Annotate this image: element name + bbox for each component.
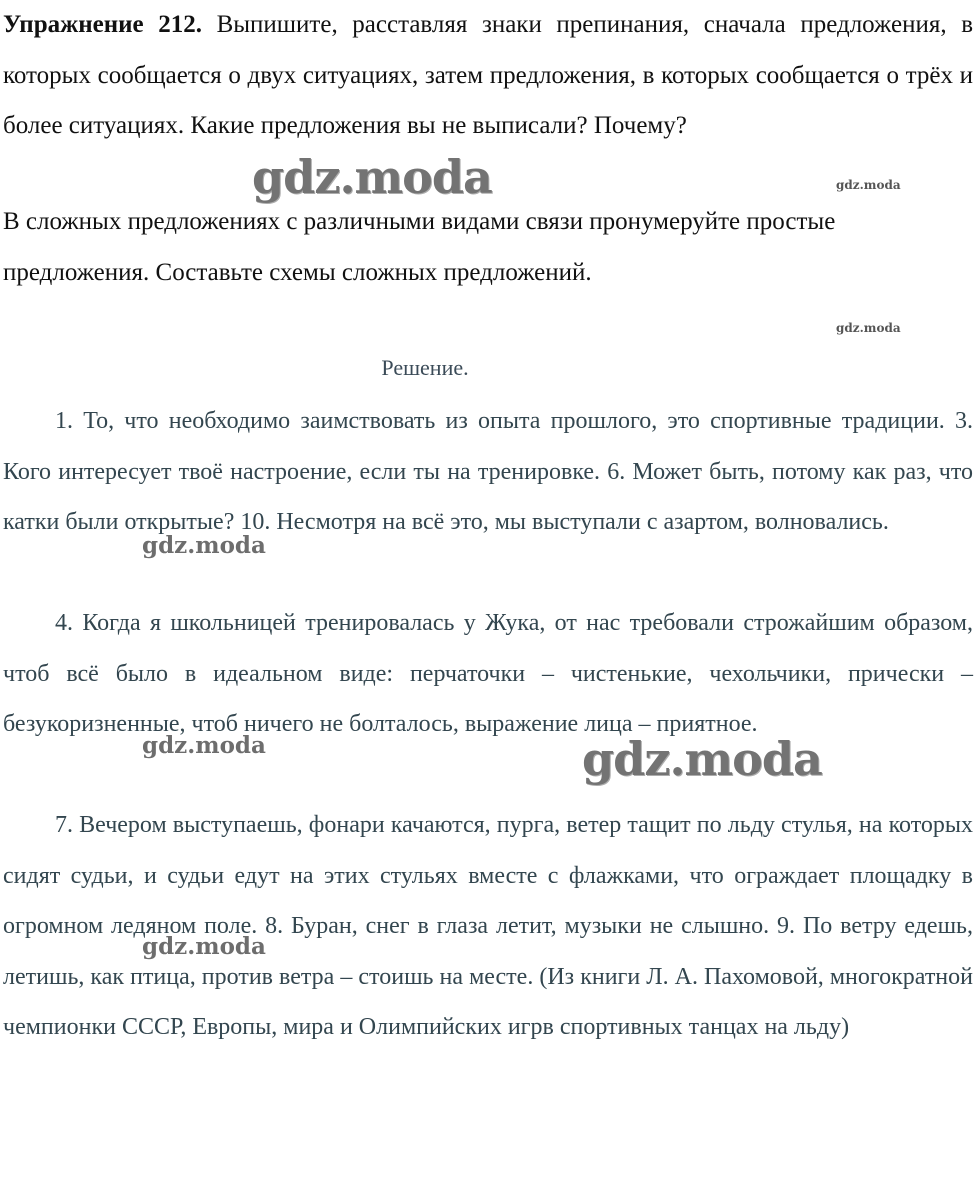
solution-paragraph: 1. То, что необходимо заимствовать из опыта прошлого, это спортивные традиции. 3. Кого интересует твоё настроение, если ты на тренировке. 6. Может быть, потому как раз, что катки были открытые? 10. Несмотря на всё это, мы выступали с азартом, волновались. — [3, 408, 973, 535]
watermark-logo: gdz.moda — [252, 150, 492, 204]
task-statement-continued: В сложных предложениях с различными видами связи пронумеруйте простые предложения. Составьте схемы сложных предложений. — [3, 208, 836, 286]
watermark-tiny: gdz.moda — [836, 321, 901, 335]
exercise-title: Упражнение 212. — [3, 11, 202, 38]
solution-paragraph: 4. Когда я школьницей тренировалась у Жука, от нас требовали строжайшим образом, чтоб всё было в идеальном виде: перчаточки – чистенькие, чехольчики, прически – безукоризненные, чтоб ничего не болталось, выражение лица – приятное. — [3, 610, 973, 737]
task-text: Выпишите, расставляя знаки препинания, сначала предложения, в которых сообщается о двух ситуациях, затем предложения, в которых сообщается о трёх и более ситуациях. Какие предложения вы не выписали? Почему? — [3, 11, 973, 139]
solution-heading: Решение. — [381, 355, 469, 380]
watermark-tiny: gdz.moda — [836, 178, 901, 192]
watermark-logo: gdz.moda — [582, 732, 822, 786]
task-statement — [3, 0, 973, 152]
solution-paragraph: 7. Вечером выступаешь, фонари качаются, пурга, ветер тащит по льду стулья, на которых сидят судьи, и судьи едут на этих стульях вместе с флажками, что ограждает площадку в огромном ледяном поле. 8. Буран, снег в глаза летит, музыки не слышно. 9. По ветру едешь, летишь, как птица, против ветра – стоишь на месте. (Из книги Л. А. Пахомовой, многократной чемпионки СССР, Европы, мира и Олимпийских игрв спортивных танцах на льду) — [3, 812, 973, 1040]
watermark-small: gdz.moda — [142, 933, 266, 960]
watermark-small: gdz.moda — [142, 732, 266, 759]
watermark-small: gdz.moda — [142, 532, 266, 559]
